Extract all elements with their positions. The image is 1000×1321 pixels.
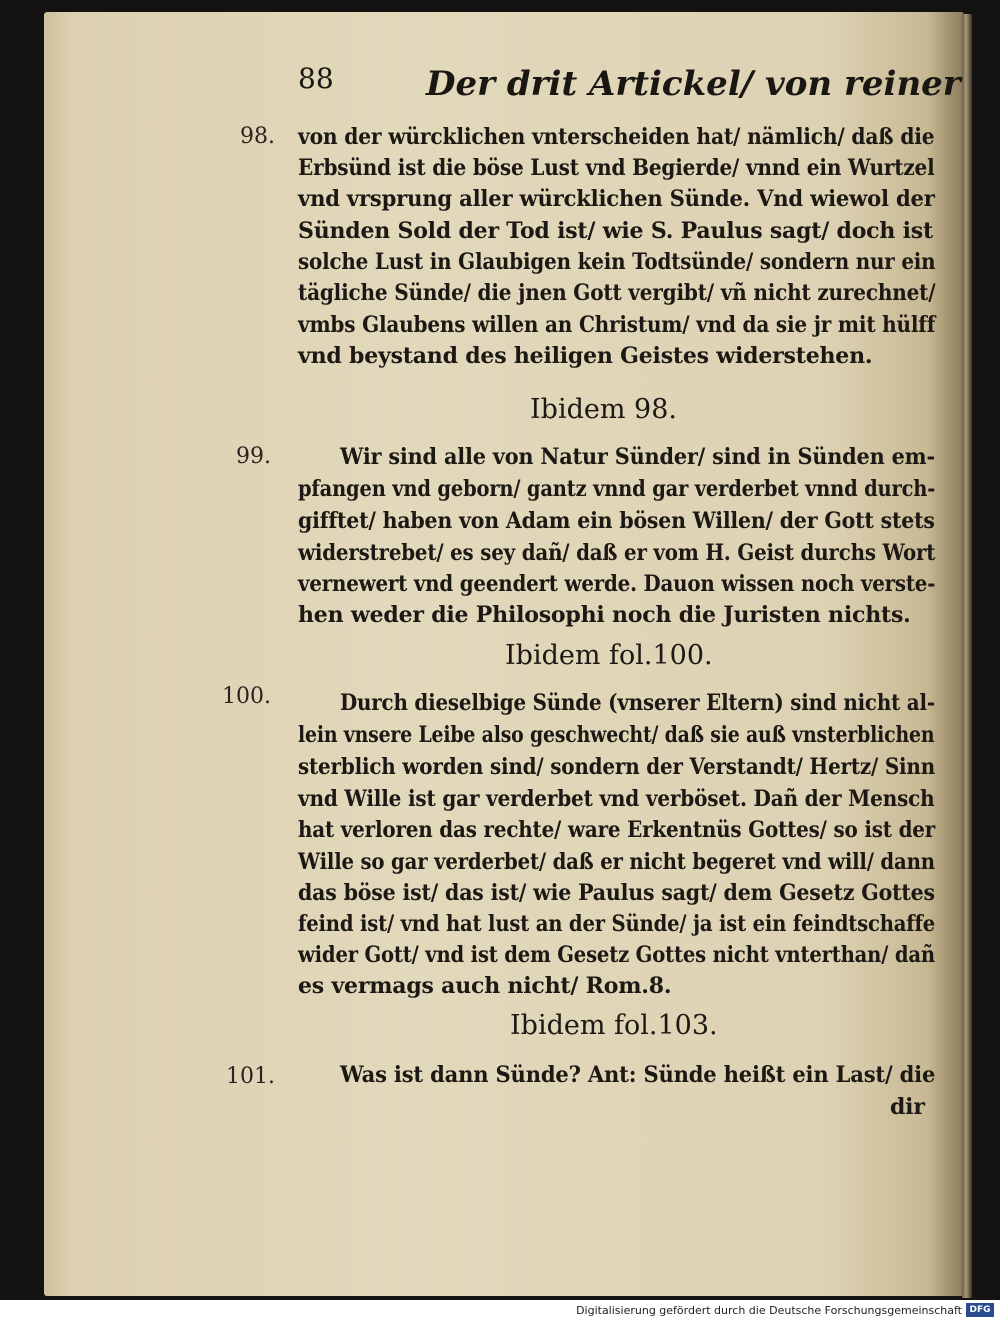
text-line: vnd Wille ist gar verderbet vnd verböset. Dañ der Mensch <box>298 786 935 812</box>
text-line: feind ist/ vnd hat lust an der Sünde/ ja ist ein feindtschaffe <box>298 911 936 937</box>
margin-number: 98. <box>240 124 275 149</box>
text-line: sterblich worden sind/ sondern der Verstandt/ Hertz/ Sinn <box>298 754 936 780</box>
page-edge <box>962 14 972 1298</box>
text-line: solche Lust in Glaubigen kein Todtsünde/ sondern nur ein <box>298 249 936 275</box>
text-line: Erbsünd ist die böse Lust vnd Begierde/ vnnd ein Wurtzel <box>298 155 935 181</box>
section-heading: Ibidem fol.103. <box>510 1010 718 1041</box>
text-line: lein vnsere Leibe also geschwecht/ daß sie auß vnsterblichen <box>298 722 935 748</box>
text-line: tägliche Sünde/ die jnen Gott vergibt/ vñ nicht zurechnet/ <box>298 280 936 306</box>
text-line: Was ist dann Sünde? Ant: Sünde heißt ein Last/ die <box>340 1062 936 1088</box>
text-line: vnd beystand des heiligen Geistes widerstehen. <box>298 343 873 369</box>
catchword: dir <box>890 1094 925 1120</box>
section-heading: Ibidem fol.100. <box>505 640 713 671</box>
running-title: Der drit Artickel/ von reiner <box>426 64 961 104</box>
section-heading: Ibidem 98. <box>530 394 677 425</box>
text-line: Wir sind alle von Natur Sünder/ sind in Sünden em- <box>340 444 935 470</box>
text-line: Wille so gar verderbet/ daß er nicht begeret vnd will/ dann <box>298 849 935 875</box>
text-line: das böse ist/ das ist/ wie Paulus sagt/ dem Gesetz Gottes <box>298 880 935 906</box>
text-line: widerstrebet/ es sey dañ/ daß er vom H. Geist durchs Wort <box>298 540 936 566</box>
text-line: von der würcklichen vnterscheiden hat/ nämlich/ daß die <box>298 124 935 150</box>
funding-credit: Digitalisierung gefördert durch die Deutsche Forschungsgemeinschaft <box>576 1304 962 1317</box>
text-line: hen weder die Philosophi noch die Juristen nichts. <box>298 602 911 628</box>
text-line: Durch dieselbige Sünde (vnserer Eltern) sind nicht al- <box>340 690 935 716</box>
text-line: Sünden Sold der Tod ist/ wie S. Paulus sagt/ doch ist <box>298 218 933 244</box>
page-header <box>298 62 961 112</box>
margin-number: 101. <box>226 1064 275 1089</box>
margin-number: 99. <box>236 444 271 469</box>
text-line: pfangen vnd geborn/ gantz vnnd gar verderbet vnnd durch- <box>298 476 936 502</box>
text-line: wider Gott/ vnd ist dem Gesetz Gottes nicht vnterthan/ dañ <box>298 942 935 968</box>
dfg-logo: DFG <box>966 1303 994 1317</box>
page-number: 88 <box>298 62 334 95</box>
text-line: vmbs Glaubens willen an Christum/ vnd da sie jr mit hülff <box>298 312 936 338</box>
text-line: hat verloren das rechte/ ware Erkentnüs Gottes/ so ist der <box>298 817 936 843</box>
footer-bar <box>0 1300 1000 1321</box>
text-line: vnd vrsprung aller würcklichen Sünde. Vnd wiewol der <box>298 186 935 212</box>
text-line: vernewert vnd geendert werde. Dauon wissen noch verste- <box>298 571 936 597</box>
text-line: gifftet/ haben von Adam ein bösen Willen/ der Gott stets <box>298 508 935 534</box>
margin-number: 100. <box>222 684 271 709</box>
text-line: es vermags auch nicht/ Rom.8. <box>298 973 672 999</box>
